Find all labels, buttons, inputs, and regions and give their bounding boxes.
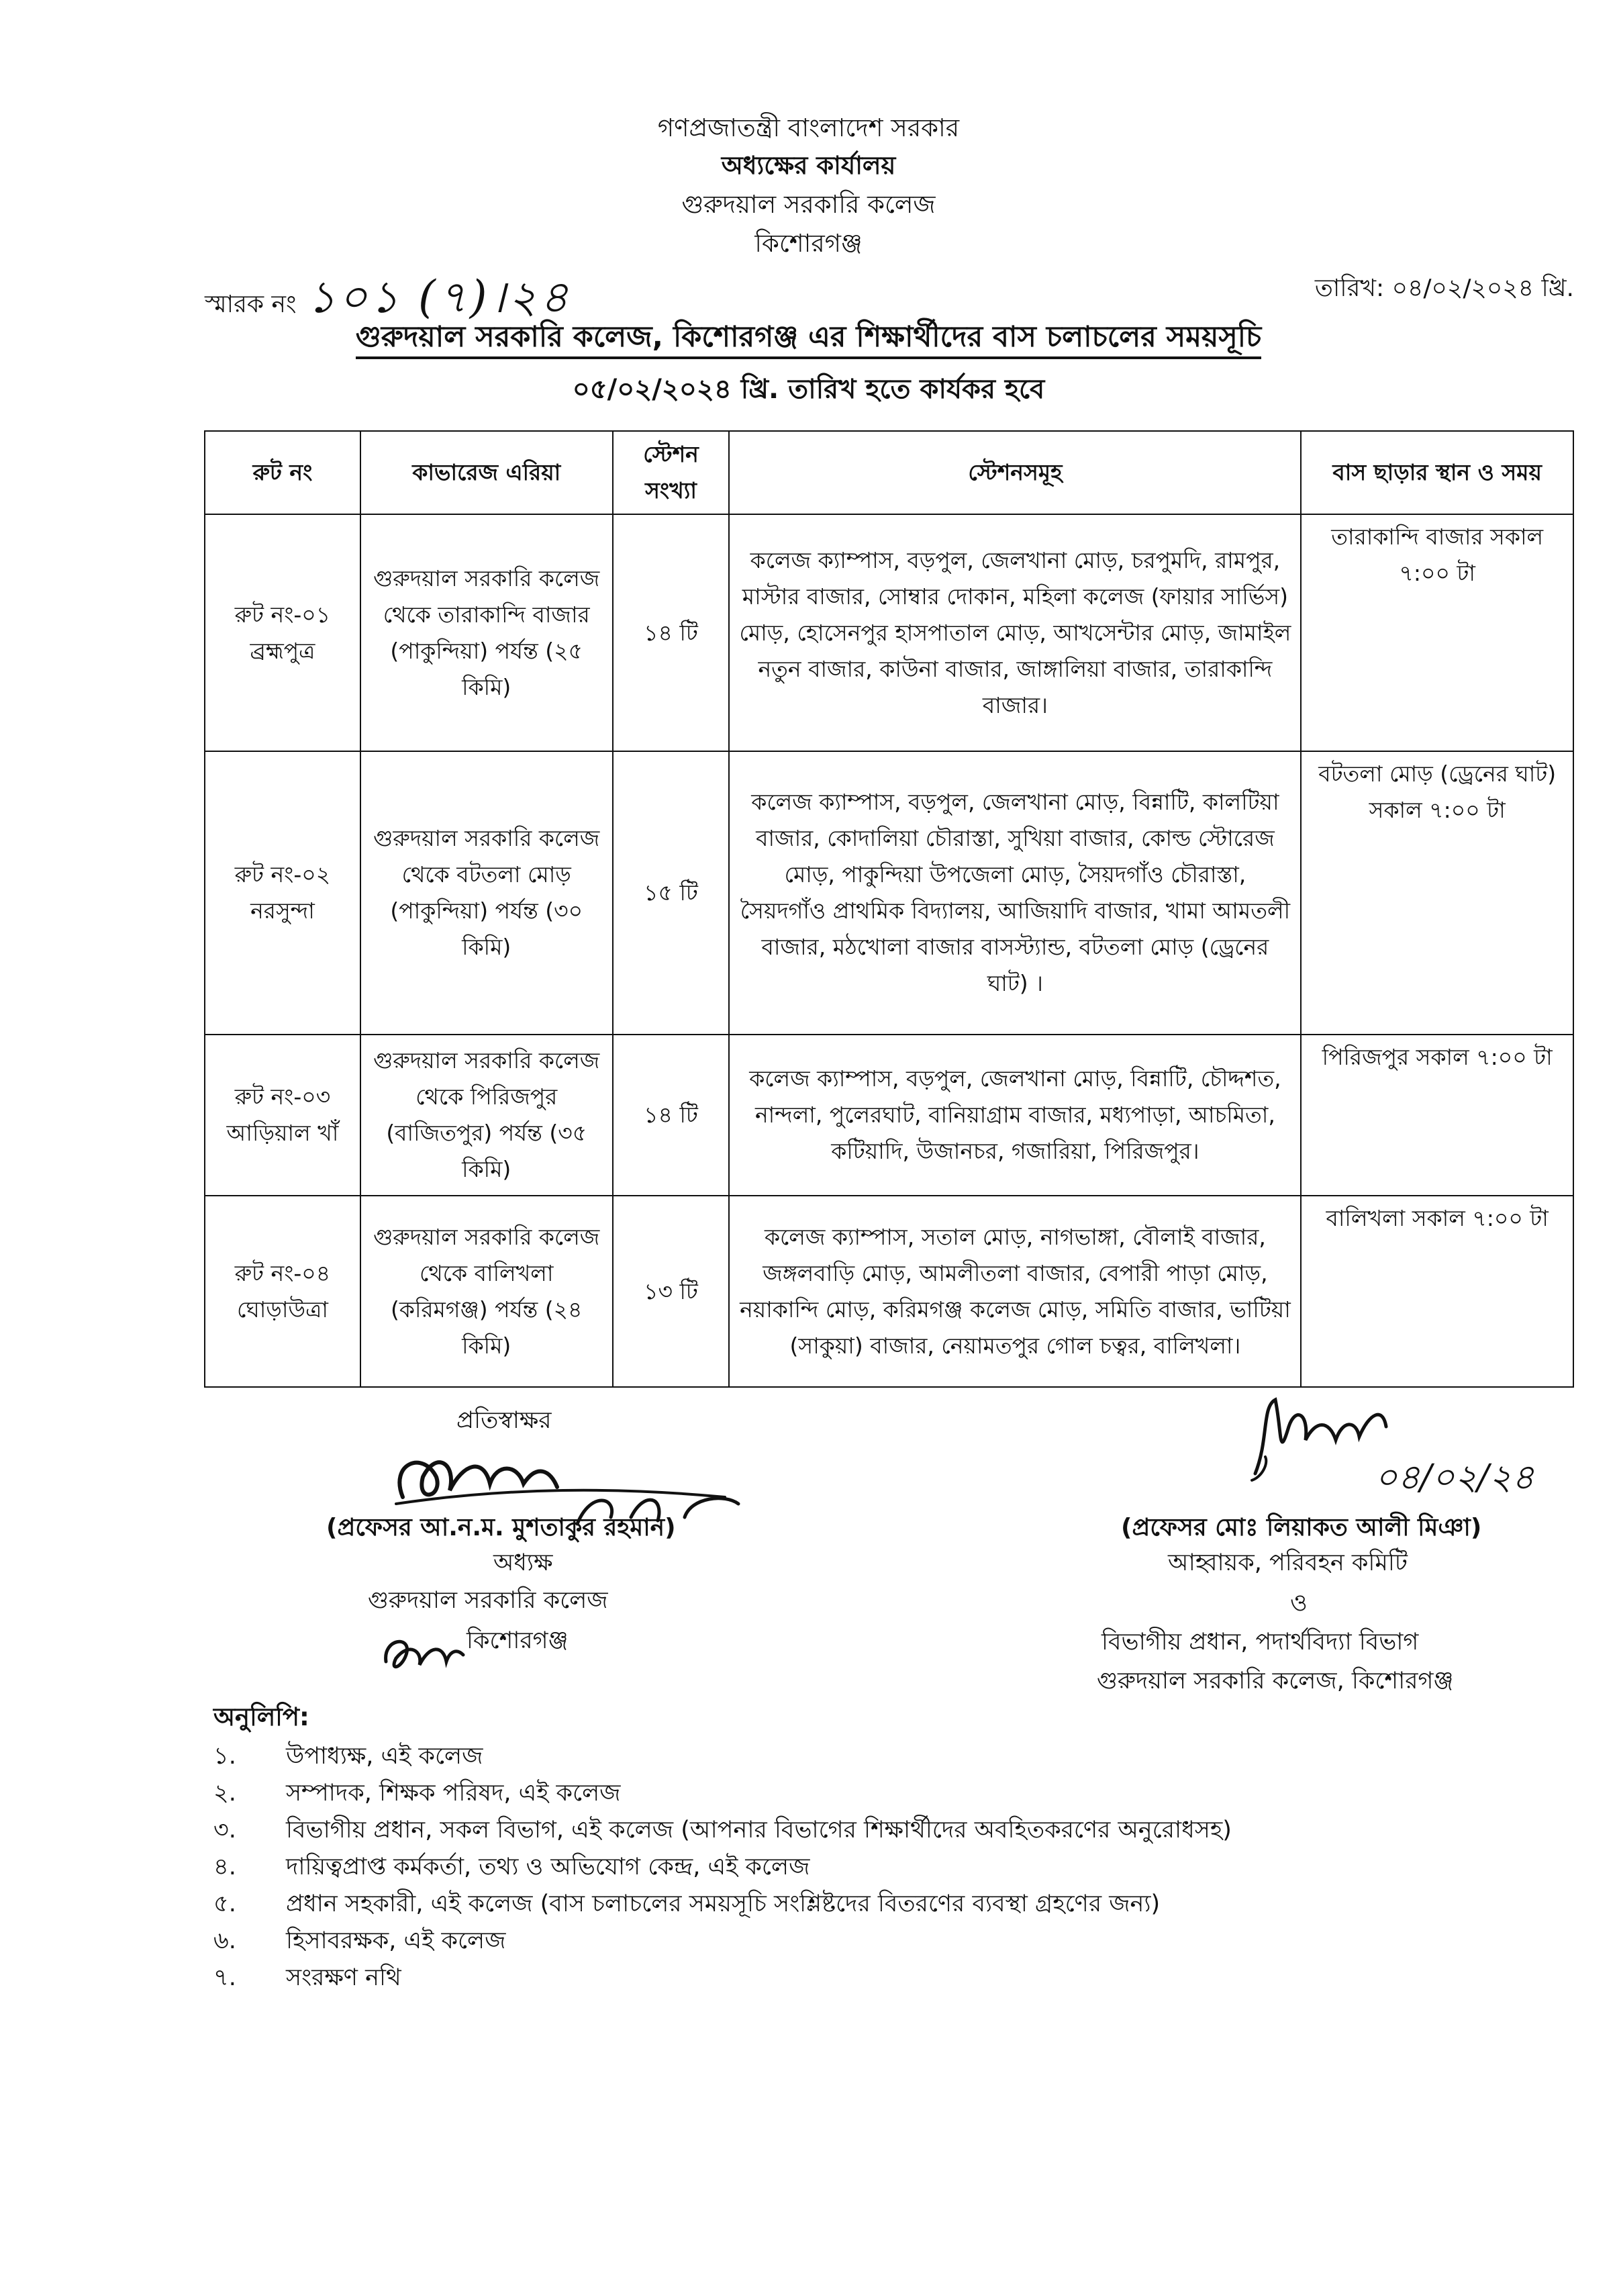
document-title	[0, 316, 1617, 363]
convener-role: আহ্বায়ক, পরিবহন কমিটি	[1168, 1549, 1408, 1576]
principal-college: গুরুদয়াল সরকারি কলেজ	[368, 1587, 608, 1614]
district-name: কিশোরগঞ্জ	[754, 229, 863, 258]
departure-cell: বটতলা মোড় (ড্রেনের ঘাট) সকাল ৭:০০ টা	[1301, 751, 1573, 1035]
header-departure: বাস ছাড়ার স্থান ও সময়	[1301, 431, 1573, 514]
station-count-cell: ১৩ টি	[613, 1196, 730, 1387]
table-row	[205, 1035, 1573, 1196]
coverage-cell: গুরুদয়াল সরকারি কলেজ থেকে বটতলা মোড় (পাকুন্দিয়া) পর্যন্ত (৩০ কিমি)	[360, 751, 613, 1035]
station-count-cell: ১৪ টি	[613, 514, 730, 751]
convener-and: ও	[1290, 1590, 1308, 1617]
list-item-text: প্রধান সহকারী, এই কলেজ (বাস চলাচলের সময়সূচি সংশ্লিষ্টদের বিতরণের ব্যবস্থা গ্রহণের জন্য)	[286, 1891, 1161, 1917]
list-item-number: ২.	[213, 1780, 236, 1807]
table-header-row	[205, 431, 1573, 514]
list-item-text: দায়িত্বপ্রাপ্ত কর্মকর্তা, তথ্য ও অভিযোগ কেন্দ্র, এই কলেজ	[286, 1854, 810, 1880]
list-item-number: ৪.	[213, 1854, 236, 1880]
stations-cell: কলেজ ক্যাম্পাস, সতাল মোড়, নাগভাঙ্গা, বৌলাই বাজার, জঙ্গলবাড়ি মোড়, আমলীতলা বাজার, বেপারী পাড়া মোড়, নয়াকান্দি মোড়, করিমগঞ্জ কলেজ মোড়, সমিতি বাজার, ভাটিয়া (সাকুয়া) বাজার, নেয়ামতপুর গোল চত্বর, বালিখলা।	[729, 1196, 1301, 1387]
convener-handwritten-date: ০৪/০২/২৪	[1375, 1457, 1534, 1498]
list-item-text: সম্পাদক, শিক্ষক পরিষদ, এই কলেজ	[286, 1780, 621, 1807]
countersign-label: প্রতিস্বাক্ষর	[456, 1407, 552, 1434]
list-item-text: সংরক্ষণ নথি	[286, 1964, 401, 1991]
principal-district: কিশোরগঞ্জ	[467, 1627, 569, 1654]
office-name: অধ্যক্ষের কার্যালয়	[721, 151, 896, 180]
list-item	[213, 1960, 1232, 1997]
issue-date: তারিখ: ০৪/০২/২০২৪ খ্রি.	[1314, 275, 1574, 302]
copies-list	[213, 1739, 1232, 1997]
list-item	[213, 1886, 1232, 1923]
departure-cell: পিরিজপুর সকাল ৭:০০ টা	[1301, 1035, 1573, 1196]
convener-name: (প্রফেসর মোঃ লিয়াকত আলী মিঞা)	[1121, 1514, 1482, 1541]
coverage-cell: গুরুদয়াল সরকারি কলেজ থেকে তারাকান্দি বাজার (পাকুন্দিয়া) পর্যন্ত (২৫ কিমি)	[360, 514, 613, 751]
convener-college: গুরুদয়াল সরকারি কলেজ, কিশোরগঞ্জ	[1097, 1668, 1454, 1694]
effective-date: ০৫/০২/২০২৪ খ্রি. তারিখ হতে কার্যকর হবে	[572, 374, 1045, 405]
list-item	[213, 1739, 1232, 1776]
header-station-count: স্টেশন সংখ্যা	[613, 431, 730, 514]
bus-schedule-table	[204, 430, 1574, 1388]
list-item	[213, 1776, 1232, 1813]
list-item-number: ৫.	[213, 1891, 236, 1917]
list-item-number: ১.	[213, 1743, 236, 1770]
list-item	[213, 1850, 1232, 1886]
departure-cell: তারাকান্দি বাজার সকাল ৭:০০ টা	[1301, 514, 1573, 751]
memo-handwritten-number: ১০১ (৭)।২৪	[307, 271, 571, 323]
memo-label: স্মারক নং	[205, 291, 297, 318]
list-item-number: ৭.	[213, 1964, 236, 1991]
copies-title: অনুলিপি:	[213, 1703, 309, 1731]
govt-name: গণপ্রজাতন্ত্রী বাংলাদেশ সরকার	[657, 113, 960, 142]
coverage-cell: গুরুদয়াল সরকারি কলেজ থেকে পিরিজপুর (বাজিতপুর) পর্যন্ত (৩৫ কিমি)	[360, 1035, 613, 1196]
list-item-text: বিভাগীয় প্রধান, সকল বিভাগ, এই কলেজ (আপনার বিভাগের শিক্ষার্থীদের অবহিতকরণের অনুরোধসহ)	[286, 1817, 1232, 1844]
stations-cell: কলেজ ক্যাম্পাস, বড়পুল, জেলখানা মোড়, বিন্নাটি, চৌদ্দশত, নান্দলা, পুলেরঘাট, বানিয়াগ্রাম বাজার, মধ্যপাড়া, আচমিতা, কটিয়াদি, উজানচর, গজারিয়া, পিরিজপুর।	[729, 1035, 1301, 1196]
convener-department: বিভাগীয় প্রধান, পদার্থবিদ্যা বিভাগ	[1101, 1629, 1419, 1656]
header-coverage-area: কাভারেজ এরিয়া	[360, 431, 613, 514]
list-item-number: ৬.	[213, 1927, 236, 1954]
table-row	[205, 514, 1573, 751]
coverage-cell: গুরুদয়াল সরকারি কলেজ থেকে বালিখলা (করিমগঞ্জ) পর্যন্ত (২৪ কিমি)	[360, 1196, 613, 1387]
stations-cell: কলেজ ক্যাম্পাস, বড়পুল, জেলখানা মোড়, বিন্নাটি, কালটিয়া বাজার, কোদালিয়া চৌরাস্তা, সুখিয়া বাজার, কোল্ড স্টোরেজ মোড়, পাকুন্দিয়া উপজেলা মোড়, সৈয়দগাঁও চৌরাস্তা, সৈয়দগাঁও প্রাথমিক বিদ্যালয়, আজিয়াদি বাজার, খামা আমতলী বাজার, মঠখোলা বাজার বাসস্ট্যান্ড, বটতলা মোড় (ড্রেনের ঘাট) ।	[729, 751, 1301, 1035]
table-row	[205, 1196, 1573, 1387]
list-item	[213, 1813, 1232, 1850]
route-cell: রুট নং-০৪ ঘোড়াউত্রা	[205, 1196, 360, 1387]
document-title-text: গুরুদয়াল সরকারি কলেজ, কিশোরগঞ্জ এর শিক্ষার্থীদের বাস চলাচলের সময়সূচি	[356, 320, 1262, 359]
header-stations: স্টেশনসমূহ	[729, 431, 1301, 514]
route-cell: রুট নং-০২ নরসুন্দা	[205, 751, 360, 1035]
stations-cell: কলেজ ক্যাম্পাস, বড়পুল, জেলখানা মোড়, চরপুমদি, রামপুর, মাস্টার বাজার, সোম্বার দোকান, মহিলা কলেজ (ফায়ার সার্ভিস) মোড়, হোসেনপুর হাসপাতাল মোড়, আখসেন্টার মোড়, জামাইল নতুন বাজার, কাউনা বাজার, জাঙ্গালিয়া বাজার, তারাকান্দি বাজার।	[729, 514, 1301, 751]
departure-cell: বালিখলা সকাল ৭:০০ টা	[1301, 1196, 1573, 1387]
table-row	[205, 751, 1573, 1035]
station-count-cell: ১৪ টি	[613, 1035, 730, 1196]
college-name: গুরুদয়াল সরকারি কলেজ	[681, 190, 936, 219]
list-item-text: হিসাবরক্ষক, এই কলেজ	[286, 1927, 506, 1954]
principal-name: (প্রফেসর আ.ন.ম. মুশতাকুর রহমান)	[326, 1514, 676, 1541]
route-cell: রুট নং-০৩ আড়িয়াল খাঁ	[205, 1035, 360, 1196]
principal-title: অধ্যক্ষ	[493, 1549, 553, 1576]
station-count-cell: ১৫ টি	[613, 751, 730, 1035]
list-item-number: ৩.	[213, 1817, 236, 1844]
header-route-no: রুট নং	[205, 431, 360, 514]
list-item	[213, 1923, 1232, 1960]
route-cell: রুট নং-০১ ব্রহ্মপুত্র	[205, 514, 360, 751]
list-item-text: উপাধ্যক্ষ, এই কলেজ	[286, 1743, 483, 1770]
initials-signature	[376, 1625, 470, 1678]
